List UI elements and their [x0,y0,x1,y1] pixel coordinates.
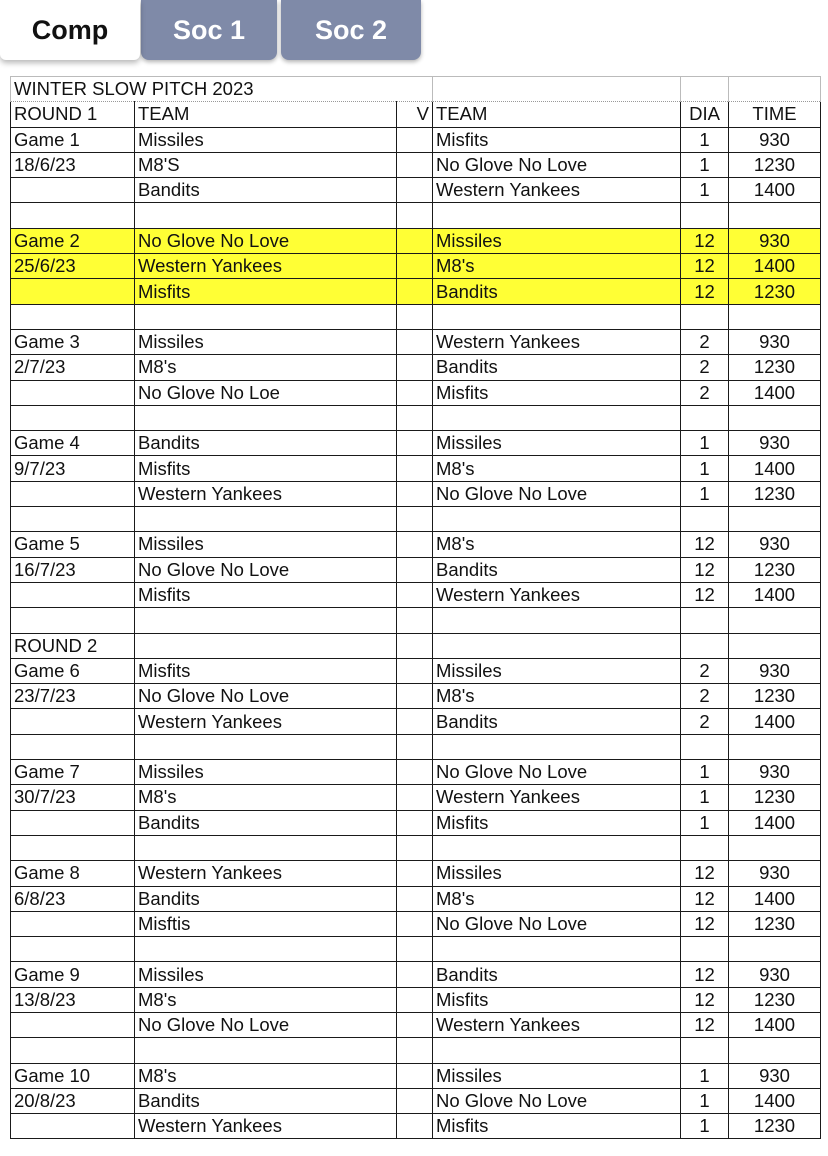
time-cell[interactable]: 930 [729,1063,821,1088]
date-game-cell[interactable]: 25/6/23 [11,254,135,279]
date-game-cell[interactable]: Game 1 [11,127,135,152]
home-team-cell[interactable]: Western Yankees [135,1114,397,1139]
fixture-row [11,684,821,709]
home-team-cell[interactable]: Misftis [135,911,397,936]
fixture-row [11,380,821,405]
fixture-row [11,507,821,532]
diamond-cell[interactable]: 12 [681,557,729,582]
home-team-cell[interactable] [135,734,397,759]
home-team-cell[interactable]: No Glove No Love [135,684,397,709]
diamond-cell[interactable]: 12 [681,582,729,607]
home-team-cell[interactable]: No Glove No Love [135,557,397,582]
date-game-cell[interactable]: 23/7/23 [11,684,135,709]
away-team-cell[interactable]: No Glove No Love [433,152,681,177]
away-team-cell[interactable]: Bandits [433,962,681,987]
time-cell[interactable]: 1230 [729,911,821,936]
away-team-cell[interactable]: Missiles [433,431,681,456]
fixture-row [11,785,821,810]
versus-cell[interactable] [397,532,433,557]
diamond-cell[interactable]: 12 [681,1012,729,1037]
versus-cell[interactable] [397,380,433,405]
home-team-cell[interactable]: No Glove No Love [135,228,397,253]
cell[interactable] [433,77,681,102]
home-team-cell[interactable]: Bandits [135,886,397,911]
fixture-row [11,937,821,962]
versus-cell[interactable] [397,481,433,506]
fixture-row [11,734,821,759]
date-game-cell[interactable]: ROUND 2 [11,633,135,658]
diamond-cell[interactable]: 12 [681,254,729,279]
versus-cell[interactable] [397,684,433,709]
header-round[interactable]: ROUND 1 [11,102,135,127]
versus-cell[interactable] [397,760,433,785]
away-team-cell[interactable]: Bandits [433,279,681,304]
header-team-2[interactable]: TEAM [433,102,681,127]
away-team-cell[interactable] [433,608,681,633]
away-team-cell[interactable]: Bandits [433,355,681,380]
date-game-cell[interactable]: Game 6 [11,658,135,683]
versus-cell[interactable] [397,1063,433,1088]
away-team-cell[interactable]: M8's [433,684,681,709]
time-cell[interactable]: 930 [729,962,821,987]
away-team-cell[interactable] [433,507,681,532]
date-game-cell[interactable] [11,911,135,936]
home-team-cell[interactable]: Bandits [135,1088,397,1113]
diamond-cell[interactable]: 1 [681,178,729,203]
date-game-cell[interactable] [11,608,135,633]
home-team-cell[interactable]: No Glove No Love [135,1012,397,1037]
diamond-cell[interactable] [681,203,729,228]
home-team-cell[interactable]: Bandits [135,810,397,835]
fixture-row [11,1063,821,1088]
date-game-cell[interactable]: 16/7/23 [11,557,135,582]
away-team-cell[interactable]: M8's [433,886,681,911]
home-team-cell[interactable] [135,507,397,532]
sheet-title[interactable]: WINTER SLOW PITCH 2023 [11,77,433,102]
diamond-cell[interactable]: 1 [681,1088,729,1113]
diamond-cell[interactable]: 1 [681,1114,729,1139]
diamond-cell[interactable] [681,507,729,532]
fixture-row [11,405,821,430]
away-team-cell[interactable]: Western Yankees [433,1012,681,1037]
away-team-cell[interactable]: Missiles [433,861,681,886]
cell[interactable] [681,77,729,102]
fixture-row [11,911,821,936]
time-cell[interactable] [729,835,821,860]
time-cell[interactable]: 1400 [729,1088,821,1113]
date-game-cell[interactable] [11,709,135,734]
versus-cell[interactable] [397,633,433,658]
time-cell[interactable]: 1230 [729,785,821,810]
home-team-cell[interactable]: Missiles [135,532,397,557]
time-cell[interactable]: 930 [729,760,821,785]
time-cell[interactable]: 1400 [729,456,821,481]
fixture-row [11,203,821,228]
time-cell[interactable]: 930 [729,127,821,152]
fixture-row [11,304,821,329]
sheet-tab-bar [0,0,828,62]
away-team-cell[interactable]: Misfits [433,810,681,835]
versus-cell[interactable] [397,431,433,456]
date-game-cell[interactable] [11,810,135,835]
home-team-cell[interactable]: No Glove No Loe [135,380,397,405]
time-cell[interactable] [729,405,821,430]
fixture-row [11,532,821,557]
header-dia[interactable]: DIA [681,102,729,127]
versus-cell[interactable] [397,279,433,304]
diamond-cell[interactable]: 2 [681,329,729,354]
diamond-cell[interactable]: 1 [681,456,729,481]
fixture-row [11,456,821,481]
home-team-cell[interactable]: Bandits [135,178,397,203]
versus-cell[interactable] [397,987,433,1012]
versus-cell[interactable] [397,1012,433,1037]
away-team-cell[interactable]: Western Yankees [433,329,681,354]
time-cell[interactable]: 1230 [729,481,821,506]
spreadsheet [10,76,821,1139]
time-cell[interactable]: 930 [729,329,821,354]
header-row [11,102,821,127]
fixture-table [10,76,821,1139]
tab-soc-1[interactable]: Soc 1 [141,0,277,60]
date-game-cell[interactable] [11,481,135,506]
versus-cell[interactable] [397,1038,433,1063]
versus-cell[interactable] [397,254,433,279]
fixture-row [11,329,821,354]
versus-cell[interactable] [397,405,433,430]
date-game-cell[interactable] [11,937,135,962]
versus-cell[interactable] [397,582,433,607]
date-game-cell[interactable] [11,1114,135,1139]
home-team-cell[interactable]: Misfits [135,456,397,481]
away-team-cell[interactable]: Western Yankees [433,785,681,810]
date-game-cell[interactable]: 13/8/23 [11,987,135,1012]
away-team-cell[interactable]: M8's [433,254,681,279]
fixture-row [11,861,821,886]
time-cell[interactable]: 1400 [729,1012,821,1037]
date-game-cell[interactable]: Game 3 [11,329,135,354]
date-game-cell[interactable] [11,582,135,607]
fixture-row [11,279,821,304]
fixture-row [11,1012,821,1037]
diamond-cell[interactable]: 1 [681,810,729,835]
home-team-cell[interactable]: M8's [135,355,397,380]
diamond-cell[interactable]: 1 [681,481,729,506]
date-game-cell[interactable]: Game 10 [11,1063,135,1088]
diamond-cell[interactable]: 12 [681,532,729,557]
versus-cell[interactable] [397,304,433,329]
time-cell[interactable]: 1230 [729,684,821,709]
home-team-cell[interactable]: Western Yankees [135,709,397,734]
date-game-cell[interactable]: 6/8/23 [11,886,135,911]
date-game-cell[interactable]: 2/7/23 [11,355,135,380]
date-game-cell[interactable] [11,304,135,329]
versus-cell[interactable] [397,228,433,253]
time-cell[interactable]: 1400 [729,709,821,734]
away-team-cell[interactable] [433,405,681,430]
versus-cell[interactable] [397,456,433,481]
fixture-row [11,1038,821,1063]
away-team-cell[interactable]: No Glove No Love [433,1088,681,1113]
diamond-cell[interactable] [681,304,729,329]
versus-cell[interactable] [397,203,433,228]
time-cell[interactable]: 1400 [729,810,821,835]
date-game-cell[interactable]: Game 9 [11,962,135,987]
away-team-cell[interactable]: Missiles [433,658,681,683]
home-team-cell[interactable]: Missiles [135,962,397,987]
away-team-cell[interactable]: No Glove No Love [433,911,681,936]
diamond-cell[interactable]: 1 [681,1063,729,1088]
versus-cell[interactable] [397,835,433,860]
versus-cell[interactable] [397,810,433,835]
home-team-cell[interactable]: Missiles [135,329,397,354]
diamond-cell[interactable]: 2 [681,355,729,380]
versus-cell[interactable] [397,1088,433,1113]
fixture-row [11,709,821,734]
home-team-cell[interactable]: Missiles [135,127,397,152]
fixture-row [11,1088,821,1113]
away-team-cell[interactable]: M8's [433,456,681,481]
versus-cell[interactable] [397,608,433,633]
time-cell[interactable] [729,937,821,962]
diamond-cell[interactable]: 12 [681,987,729,1012]
time-cell[interactable] [729,633,821,658]
versus-cell[interactable] [397,785,433,810]
away-team-cell[interactable]: Misfits [433,1114,681,1139]
date-game-cell[interactable]: Game 8 [11,861,135,886]
versus-cell[interactable] [397,178,433,203]
away-team-cell[interactable] [433,937,681,962]
fixture-row [11,557,821,582]
date-game-cell[interactable]: Game 2 [11,228,135,253]
time-cell[interactable]: 1400 [729,582,821,607]
home-team-cell[interactable]: Bandits [135,431,397,456]
home-team-cell[interactable]: Misfits [135,658,397,683]
home-team-cell[interactable] [135,405,397,430]
diamond-cell[interactable] [681,633,729,658]
versus-cell[interactable] [397,1114,433,1139]
date-game-cell[interactable]: Game 7 [11,760,135,785]
header-time[interactable]: TIME [729,102,821,127]
home-team-cell[interactable] [135,937,397,962]
home-team-cell[interactable] [135,203,397,228]
away-team-cell[interactable]: Misfits [433,380,681,405]
time-cell[interactable]: 930 [729,861,821,886]
versus-cell[interactable] [397,911,433,936]
title-row [11,77,821,102]
fixture-row [11,633,821,658]
fixture-row [11,987,821,1012]
home-team-cell[interactable] [135,608,397,633]
header-team-1[interactable]: TEAM [135,102,397,127]
time-cell[interactable]: 1400 [729,178,821,203]
date-game-cell[interactable]: 20/8/23 [11,1088,135,1113]
fixture-row [11,254,821,279]
cell[interactable] [729,77,821,102]
away-team-cell[interactable] [433,203,681,228]
time-cell[interactable]: 1230 [729,152,821,177]
fixture-row [11,835,821,860]
versus-cell[interactable] [397,962,433,987]
date-game-cell[interactable] [11,279,135,304]
versus-cell[interactable] [397,507,433,532]
home-team-cell[interactable]: M8's [135,1063,397,1088]
time-cell[interactable]: 1400 [729,380,821,405]
home-team-cell[interactable]: Western Yankees [135,481,397,506]
away-team-cell[interactable]: Missiles [433,1063,681,1088]
date-game-cell[interactable] [11,203,135,228]
versus-cell[interactable] [397,734,433,759]
fixture-row [11,431,821,456]
fixture-row [11,1114,821,1139]
diamond-cell[interactable]: 2 [681,684,729,709]
diamond-cell[interactable] [681,405,729,430]
home-team-cell[interactable]: Western Yankees [135,861,397,886]
time-cell[interactable]: 1230 [729,557,821,582]
time-cell[interactable]: 1230 [729,279,821,304]
time-cell[interactable] [729,507,821,532]
fixture-row [11,886,821,911]
diamond-cell[interactable]: 2 [681,380,729,405]
versus-cell[interactable] [397,658,433,683]
time-cell[interactable]: 1230 [729,987,821,1012]
date-game-cell[interactable]: 9/7/23 [11,456,135,481]
fixture-row [11,152,821,177]
date-game-cell[interactable]: 18/6/23 [11,152,135,177]
diamond-cell[interactable]: 1 [681,431,729,456]
home-team-cell[interactable]: M8's [135,987,397,1012]
time-cell[interactable] [729,734,821,759]
date-game-cell[interactable] [11,835,135,860]
away-team-cell[interactable]: Bandits [433,557,681,582]
date-game-cell[interactable] [11,405,135,430]
away-team-cell[interactable]: Bandits [433,709,681,734]
home-team-cell[interactable] [135,304,397,329]
diamond-cell[interactable]: 12 [681,279,729,304]
away-team-cell[interactable]: No Glove No Love [433,760,681,785]
time-cell[interactable]: 930 [729,658,821,683]
diamond-cell[interactable] [681,608,729,633]
away-team-cell[interactable]: Western Yankees [433,178,681,203]
diamond-cell[interactable]: 12 [681,962,729,987]
away-team-cell[interactable] [433,304,681,329]
away-team-cell[interactable]: Missiles [433,228,681,253]
diamond-cell[interactable] [681,1038,729,1063]
away-team-cell[interactable] [433,835,681,860]
home-team-cell[interactable] [135,835,397,860]
away-team-cell[interactable]: M8's [433,532,681,557]
home-team-cell[interactable]: M8'S [135,152,397,177]
away-team-cell[interactable] [433,1038,681,1063]
diamond-cell[interactable]: 12 [681,861,729,886]
away-team-cell[interactable]: Misfits [433,987,681,1012]
time-cell[interactable] [729,304,821,329]
diamond-cell[interactable]: 1 [681,152,729,177]
date-game-cell[interactable]: Game 5 [11,532,135,557]
home-team-cell[interactable]: Western Yankees [135,254,397,279]
away-team-cell[interactable]: No Glove No Love [433,481,681,506]
diamond-cell[interactable]: 12 [681,911,729,936]
versus-cell[interactable] [397,861,433,886]
away-team-cell[interactable]: Misfits [433,127,681,152]
diamond-cell[interactable]: 12 [681,886,729,911]
fixture-row [11,228,821,253]
tab-soc-2[interactable]: Soc 2 [281,0,421,60]
diamond-cell[interactable]: 2 [681,709,729,734]
versus-cell[interactable] [397,355,433,380]
diamond-cell[interactable]: 12 [681,228,729,253]
versus-cell[interactable] [397,937,433,962]
fixture-row [11,810,821,835]
away-team-cell[interactable] [433,734,681,759]
versus-cell[interactable] [397,557,433,582]
time-cell[interactable] [729,608,821,633]
versus-cell[interactable] [397,152,433,177]
time-cell[interactable]: 930 [729,532,821,557]
home-team-cell[interactable]: Misfits [135,582,397,607]
date-game-cell[interactable] [11,178,135,203]
time-cell[interactable]: 930 [729,431,821,456]
time-cell[interactable] [729,1038,821,1063]
diamond-cell[interactable] [681,835,729,860]
versus-cell[interactable] [397,709,433,734]
time-cell[interactable]: 1230 [729,1114,821,1139]
time-cell[interactable] [729,203,821,228]
date-game-cell[interactable]: Game 4 [11,431,135,456]
fixture-row [11,127,821,152]
diamond-cell[interactable] [681,734,729,759]
time-cell[interactable]: 1230 [729,355,821,380]
date-game-cell[interactable] [11,380,135,405]
date-game-cell[interactable] [11,1038,135,1063]
home-team-cell[interactable]: M8's [135,785,397,810]
diamond-cell[interactable]: 2 [681,658,729,683]
home-team-cell[interactable]: Misfits [135,279,397,304]
date-game-cell[interactable] [11,507,135,532]
fixture-row [11,582,821,607]
away-team-cell[interactable]: Western Yankees [433,582,681,607]
fixture-row [11,608,821,633]
away-team-cell[interactable] [433,633,681,658]
home-team-cell[interactable] [135,1038,397,1063]
fixture-row [11,178,821,203]
time-cell[interactable]: 930 [729,228,821,253]
time-cell[interactable]: 1400 [729,254,821,279]
fixture-row [11,962,821,987]
diamond-cell[interactable]: 1 [681,760,729,785]
diamond-cell[interactable] [681,937,729,962]
date-game-cell[interactable] [11,1012,135,1037]
fixture-row [11,481,821,506]
date-game-cell[interactable] [11,734,135,759]
diamond-cell[interactable]: 1 [681,127,729,152]
date-game-cell[interactable]: 30/7/23 [11,785,135,810]
time-cell[interactable]: 1400 [729,886,821,911]
home-team-cell[interactable] [135,633,397,658]
versus-cell[interactable] [397,127,433,152]
versus-cell[interactable] [397,329,433,354]
tab-comp[interactable]: Comp [0,0,140,60]
versus-cell[interactable] [397,886,433,911]
diamond-cell[interactable]: 1 [681,785,729,810]
home-team-cell[interactable]: Missiles [135,760,397,785]
fixture-row [11,760,821,785]
fixture-row [11,658,821,683]
fixture-row [11,355,821,380]
header-v[interactable]: V [397,102,433,127]
